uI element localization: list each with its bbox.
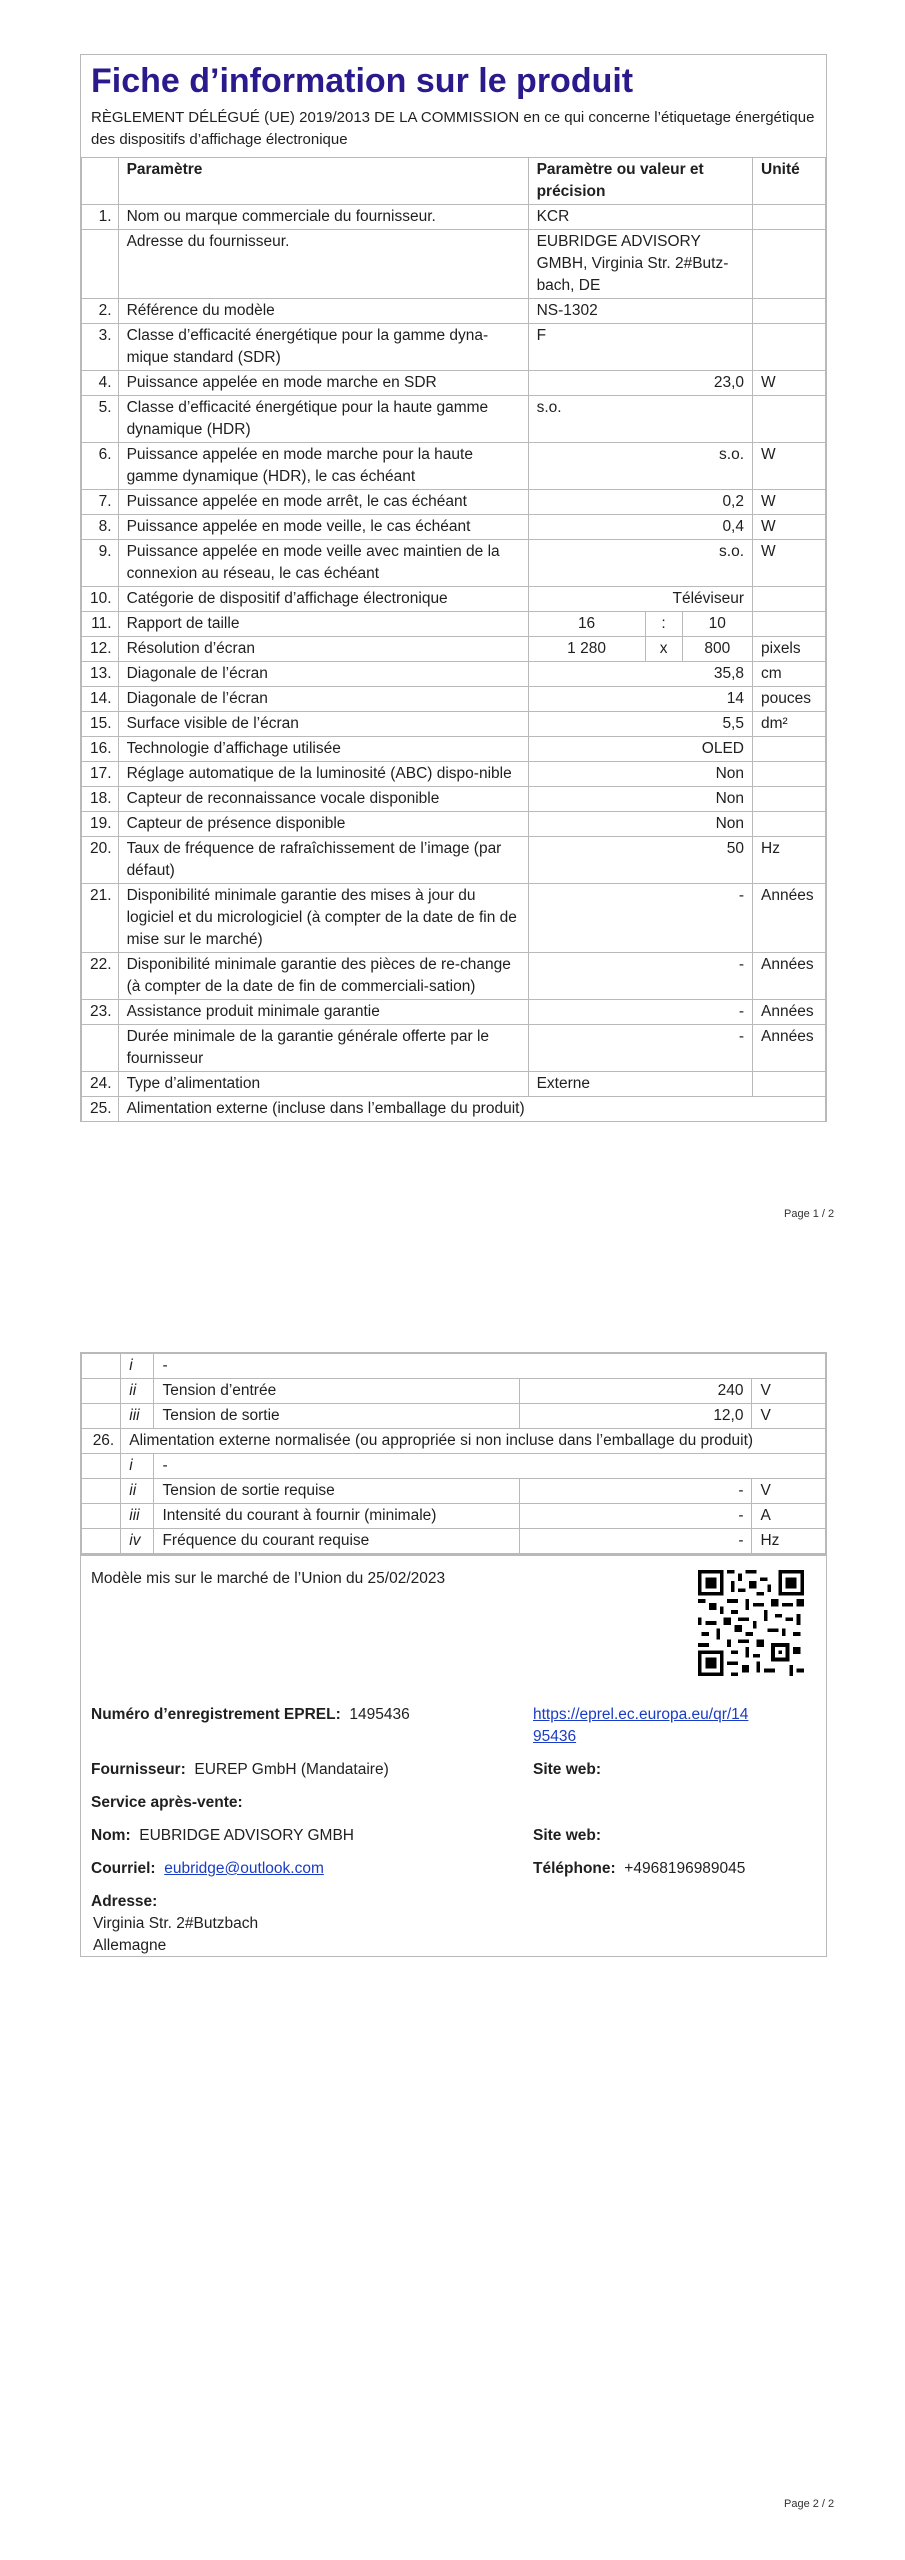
row-value: Externe <box>528 1072 752 1097</box>
row-value-a: 1 280 <box>528 637 645 662</box>
row-number <box>82 1025 119 1072</box>
service-name-line <box>91 1825 354 1847</box>
table-row <box>82 1000 826 1025</box>
row-parameter: Puissance appelée en mode veille, le cas échéant <box>118 515 528 540</box>
row-unit <box>753 787 826 812</box>
row-value: Non <box>528 812 752 837</box>
header-unit: Unité <box>753 158 826 205</box>
website-label-1: Site web: <box>533 1761 602 1778</box>
row-value: - <box>528 1000 752 1025</box>
row-unit <box>753 612 826 637</box>
row-value: NS-1302 <box>528 299 752 324</box>
table-row <box>82 787 826 812</box>
row-unit <box>753 205 826 230</box>
row-number: 3. <box>82 324 119 371</box>
row-parameter: Capteur de présence disponible <box>118 812 528 837</box>
row-parameter: Puissance appelée en mode marche pour la haute gamme dynamique (HDR), le cas échéant <box>118 443 528 490</box>
row-unit <box>753 762 826 787</box>
row-number: 13. <box>82 662 119 687</box>
page-number: Page 1 / 2 <box>784 1208 835 1220</box>
row-number: 5. <box>82 396 119 443</box>
sub-row-parameter: - <box>154 1454 826 1479</box>
eprel-link[interactable] <box>533 1704 748 1748</box>
row-value: Non <box>528 762 752 787</box>
table-row <box>82 612 826 637</box>
row-value: 23,0 <box>528 371 752 396</box>
address-line-1: Virginia Str. 2#Butzbach <box>93 1915 259 1932</box>
sub-row-parameter: Fréquence du courant requise <box>154 1529 519 1554</box>
row-value: EUBRIDGE ADVISORY GMBH, Virginia Str. 2#Butz-bach, DE <box>528 230 752 299</box>
eprel-registration <box>91 1704 410 1726</box>
row-unit: Années <box>753 1025 826 1072</box>
row-number: 4. <box>82 371 119 396</box>
row-number-blank <box>82 1354 121 1379</box>
row-value: 50 <box>528 837 752 884</box>
sub-row-roman: iv <box>121 1529 154 1554</box>
row-number: 6. <box>82 443 119 490</box>
row-unit <box>753 737 826 762</box>
row-unit: pixels <box>753 637 826 662</box>
row-number: 26. <box>82 1429 121 1454</box>
row-parameter: Capteur de reconnaissance vocale disponible <box>118 787 528 812</box>
website-label-2: Site web: <box>533 1827 602 1844</box>
row-parameter: Puissance appelée en mode veille avec maintien de la connexion au réseau, le cas échéant <box>118 540 528 587</box>
table-row <box>82 837 826 884</box>
row-value: s.o. <box>528 396 752 443</box>
row-parameter: Assistance produit minimale garantie <box>118 1000 528 1025</box>
row-number: 11. <box>82 612 119 637</box>
row-number: 14. <box>82 687 119 712</box>
row-unit: W <box>753 371 826 396</box>
row-unit <box>753 587 826 612</box>
row-parameter: Nom ou marque commerciale du fournisseur. <box>118 205 528 230</box>
row-unit <box>753 1072 826 1097</box>
row-number-blank <box>82 1404 121 1429</box>
sub-row <box>82 1529 826 1554</box>
row-value: 35,8 <box>528 662 752 687</box>
row-value: 0,4 <box>528 515 752 540</box>
row-value: s.o. <box>528 443 752 490</box>
row-number: 15. <box>82 712 119 737</box>
phone-line <box>533 1858 745 1880</box>
address-line-2: Allemagne <box>93 1937 167 1954</box>
sub-row-roman: ii <box>121 1379 154 1404</box>
power-supply-table <box>81 1353 826 1554</box>
row-value: KCR <box>528 205 752 230</box>
row-number: 16. <box>82 737 119 762</box>
row-parameter: Diagonale de l’écran <box>118 687 528 712</box>
row-parameter: Disponibilité minimale garantie des pièces de re-change (à compter de la date de fin de commerciali-sation) <box>118 953 528 1000</box>
sub-row-value: 12,0 <box>519 1404 752 1429</box>
page-title: Fiche d’information sur le produit <box>91 62 634 100</box>
row-number: 20. <box>82 837 119 884</box>
eprel-label: Numéro d’enregistrement EPREL: <box>91 1706 341 1723</box>
row-value: Téléviseur <box>528 587 752 612</box>
sub-row-value: - <box>519 1504 752 1529</box>
table-row <box>82 1097 826 1122</box>
row-parameter: Type d’alimentation <box>118 1072 528 1097</box>
table-row <box>82 205 826 230</box>
row-unit <box>753 299 826 324</box>
row-unit: dm² <box>753 712 826 737</box>
table-row <box>82 540 826 587</box>
row-unit: W <box>753 490 826 515</box>
row-number: 1. <box>82 205 119 230</box>
row-value: OLED <box>528 737 752 762</box>
row-number: 21. <box>82 884 119 953</box>
sub-row-roman: iii <box>121 1504 154 1529</box>
row-unit: pouces <box>753 687 826 712</box>
row-value: 14 <box>528 687 752 712</box>
page-number-2: Page 2 / 2 <box>784 2498 835 2510</box>
sub-row-parameter: Tension de sortie requise <box>154 1479 519 1504</box>
row-number: 17. <box>82 762 119 787</box>
table-row <box>82 953 826 1000</box>
sub-row-value: - <box>519 1479 752 1504</box>
table-row <box>82 762 826 787</box>
row-parameter: Alimentation externe normalisée (ou appropriée si non incluse dans l’emballage du produit) <box>121 1429 826 1454</box>
qr-code-icon[interactable] <box>698 1570 804 1676</box>
row-parameter: Disponibilité minimale garantie des mises à jour du logiciel et du micrologiciel (à compter de la date de fin de mise sur le marché) <box>118 884 528 953</box>
row-number: 10. <box>82 587 119 612</box>
header-number <box>82 158 119 205</box>
row-number-blank <box>82 1454 121 1479</box>
row-value-b: 10 <box>682 612 752 637</box>
row-parameter: Adresse du fournisseur. <box>118 230 528 299</box>
row-value: 0,2 <box>528 490 752 515</box>
row-parameter: Rapport de taille <box>118 612 528 637</box>
row-value-separator: : <box>645 612 682 637</box>
table-row <box>82 812 826 837</box>
row-value-a: 16 <box>528 612 645 637</box>
eprel-link-line1[interactable]: https://eprel.ec.europa.eu/qr/14 <box>533 1706 749 1723</box>
header-value: Paramètre ou valeur et précision <box>528 158 752 205</box>
row-parameter: Taux de fréquence de rafraîchissement de l’image (par défaut) <box>118 837 528 884</box>
row-unit: W <box>753 540 826 587</box>
row-value: Non <box>528 787 752 812</box>
row-unit <box>753 396 826 443</box>
row-number-blank <box>82 1379 121 1404</box>
table-row <box>82 587 826 612</box>
sub-row-unit: V <box>752 1404 826 1429</box>
phone-label: Téléphone: <box>533 1860 616 1877</box>
row-parameter: Surface visible de l’écran <box>118 712 528 737</box>
row-unit <box>753 230 826 299</box>
sub-row-unit: A <box>752 1504 826 1529</box>
sub-row-parameter: Tension de sortie <box>154 1404 519 1429</box>
sub-row-value: 240 <box>519 1379 752 1404</box>
row-parameter: Durée minimale de la garantie générale offerte par le fournisseur <box>118 1025 528 1072</box>
sub-row <box>82 1479 826 1504</box>
header-parameter: Paramètre <box>118 158 528 205</box>
row-unit: W <box>753 443 826 490</box>
row-number: 9. <box>82 540 119 587</box>
row-number-blank <box>82 1479 121 1504</box>
sub-row-parameter: Tension d’entrée <box>154 1379 519 1404</box>
email-line <box>91 1858 324 1880</box>
row-number <box>82 230 119 299</box>
row-value-b: 800 <box>682 637 752 662</box>
table-row <box>82 712 826 737</box>
table-row <box>82 490 826 515</box>
row-unit: Hz <box>753 837 826 884</box>
row-parameter: Référence du modèle <box>118 299 528 324</box>
sub-row <box>82 1504 826 1529</box>
row-value: - <box>528 1025 752 1072</box>
eprel-number: 1495436 <box>349 1706 410 1723</box>
row-parameter: Diagonale de l’écran <box>118 662 528 687</box>
email-link[interactable]: eubridge@outlook.com <box>164 1860 324 1877</box>
row-number: 7. <box>82 490 119 515</box>
row-parameter: Classe d’efficacité énergétique pour la haute gamme dynamique (HDR) <box>118 396 528 443</box>
row-unit: W <box>753 515 826 540</box>
registration-info-box <box>80 1555 827 1957</box>
row-unit: Années <box>753 1000 826 1025</box>
sub-row-roman: i <box>121 1354 154 1379</box>
row-unit: Années <box>753 953 826 1000</box>
row-value: s.o. <box>528 540 752 587</box>
sub-row-unit: V <box>752 1479 826 1504</box>
row-parameter: Réglage automatique de la luminosité (ABC) dispo-nible <box>118 762 528 787</box>
table-row <box>82 662 826 687</box>
table-row <box>82 371 826 396</box>
row-parameter: Résolution d’écran <box>118 637 528 662</box>
row-parameter: Catégorie de dispositif d’affichage électronique <box>118 587 528 612</box>
sub-row-roman: iii <box>121 1404 154 1429</box>
product-info-sheet <box>80 54 827 1122</box>
sub-row <box>82 1354 826 1379</box>
row-parameter: Alimentation externe (incluse dans l’emballage du produit) <box>118 1097 825 1122</box>
row-number: 18. <box>82 787 119 812</box>
row-parameter: Classe d’efficacité énergétique pour la gamme dyna-mique standard (SDR) <box>118 324 528 371</box>
row-parameter: Puissance appelée en mode marche en SDR <box>118 371 528 396</box>
row-number-blank <box>82 1504 121 1529</box>
row-number: 25. <box>82 1097 119 1122</box>
sub-row-parameter: Intensité du courant à fournir (minimale) <box>154 1504 519 1529</box>
table-row <box>82 515 826 540</box>
phone-value: +4968196989045 <box>624 1860 746 1877</box>
sub-row-value: - <box>519 1529 752 1554</box>
table-row <box>82 396 826 443</box>
after-sales-label: Service après-vente: <box>91 1794 243 1811</box>
row-number: 24. <box>82 1072 119 1097</box>
table-row <box>82 737 826 762</box>
row-value: 5,5 <box>528 712 752 737</box>
email-label: Courriel: <box>91 1860 156 1877</box>
row-number: 19. <box>82 812 119 837</box>
row-number: 22. <box>82 953 119 1000</box>
sub-row-unit: Hz <box>752 1529 826 1554</box>
row-number: 12. <box>82 637 119 662</box>
row-parameter: Puissance appelée en mode arrêt, le cas échéant <box>118 490 528 515</box>
table-row <box>82 443 826 490</box>
table-row <box>82 1025 826 1072</box>
row-number: 2. <box>82 299 119 324</box>
name-label: Nom: <box>91 1827 131 1844</box>
row-number: 8. <box>82 515 119 540</box>
address-label: Adresse: <box>91 1893 158 1910</box>
supplier-label: Fournisseur: <box>91 1761 186 1778</box>
row-unit: cm <box>753 662 826 687</box>
parameters-table <box>81 157 826 1122</box>
sub-row-parameter: - <box>154 1354 826 1379</box>
row-number: 23. <box>82 1000 119 1025</box>
table-row <box>82 230 826 299</box>
sub-row <box>82 1454 826 1479</box>
row-unit <box>753 812 826 837</box>
sub-row-roman: ii <box>121 1479 154 1504</box>
sub-row-unit: V <box>752 1379 826 1404</box>
row-number-blank <box>82 1529 121 1554</box>
table-row <box>82 1429 826 1454</box>
row-value: - <box>528 884 752 953</box>
market-date-text: Modèle mis sur le marché de l’Union du 25/02/2023 <box>91 1570 446 1587</box>
supplier-value: EUREP GmbH (Mandataire) <box>194 1761 389 1778</box>
table-row <box>82 299 826 324</box>
table-row <box>82 1072 826 1097</box>
sub-row <box>82 1379 826 1404</box>
table-header-row <box>82 158 826 205</box>
row-unit: Années <box>753 884 826 953</box>
table-row <box>82 687 826 712</box>
sub-row <box>82 1404 826 1429</box>
row-unit <box>753 324 826 371</box>
regulation-subtitle: RÈGLEMENT DÉLÉGUÉ (UE) 2019/2013 DE LA COMMISSION en ce qui concerne l’étiquetage énergétique des dispositifs d’affichage électronique <box>91 109 815 148</box>
row-value: F <box>528 324 752 371</box>
table-row <box>82 637 826 662</box>
row-value: - <box>528 953 752 1000</box>
row-value-separator: x <box>645 637 682 662</box>
name-value: EUBRIDGE ADVISORY GMBH <box>139 1827 354 1844</box>
row-parameter: Technologie d’affichage utilisée <box>118 737 528 762</box>
eprel-link-line2[interactable]: 95436 <box>533 1728 577 1745</box>
table-row <box>82 324 826 371</box>
sub-row-roman: i <box>121 1454 154 1479</box>
supplier-line <box>91 1759 389 1781</box>
table-row <box>82 884 826 953</box>
product-info-sheet-continued <box>80 1352 827 1555</box>
